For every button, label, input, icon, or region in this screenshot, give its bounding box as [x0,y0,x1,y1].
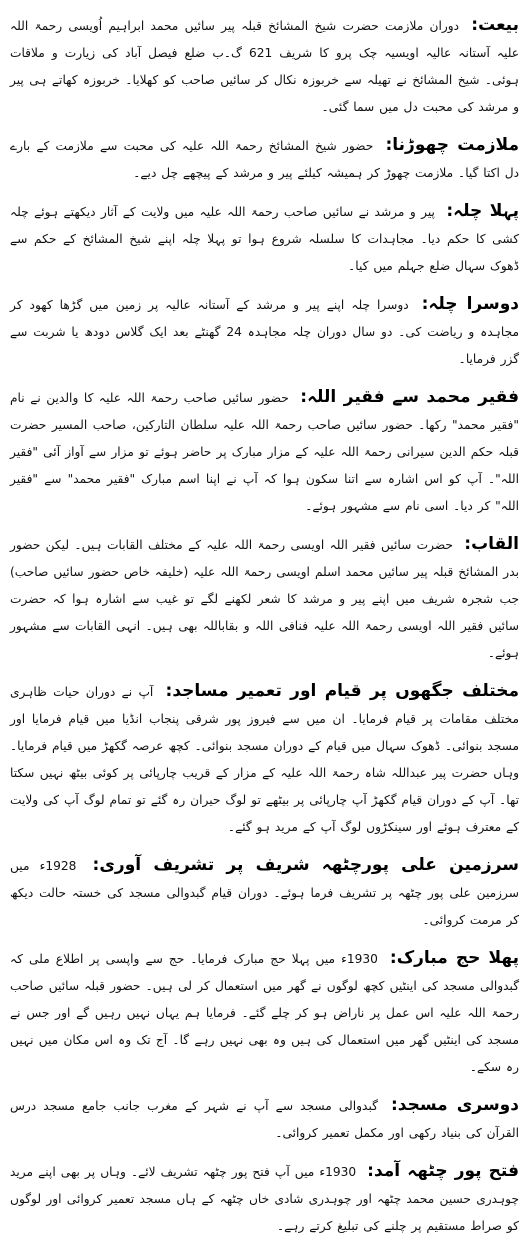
section-first-chilla [10,198,519,280]
section-text: 1930ء میں آپ فتح پور چٹھہ تشریف لائے۔ وہاں پر بھی اپنے مرید چوہدری حسین محمد چٹھہ اور چوہدری شادی خاں چٹھہ کے ہاں مسجد تعمیر کروائی اور لوگوں کو صراط مستقیم پر چلنے کی تبلیغ کرتے رہے۔ [10,1165,519,1233]
section-heading: پهلا حج مبارک: [389,948,519,968]
section-arrival-alipur [10,852,519,934]
section-text: 1930ء میں پہلا حج مبارک فرمایا۔ حج سے واپسی پر اطلاع ملی کہ گبدوالی مسجد کی اینٹیں کچھ لوگوں نے گھر میں استعمال کر لی ہیں۔ حضور قبلہ سائیں صاحب رحمۃ اللہ علیہ اس عمل پر ناراض ہو کر چلے گئے۔ فرمایا ہم یہاں نہیں رہیں گے اور جس نے مسجد کی اینٹیں گھر میں استعمال کی ہیں وہ بھی نہیں رہے گا۔ آج تک وہ اس مکان میں نہیں رہ سکے۔ [10,952,519,1074]
section-heading: پہلا چلہ: [446,201,519,221]
section-stays-and-mosques [10,678,519,841]
section-heading: مختلف جگهوں پر قیام اور تعمیر مساجد: [165,681,519,701]
section-second-mosque [10,1092,519,1147]
section-text: حضرت سائیں فقیر اللہ اویسی رحمۃ اللہ علیہ کے مختلف القابات ہیں۔ لیکن حضور بدر المشائخ قبلہ پیر سائیں محمد اسلم اویسی رحمۃ اللہ علیہ (خلیفہ خاص حضور سائیں صاحب) جب شجرہ شریف میں اپنے پیر و مرشد کا شعر لکھنے لگے تو غیب سے اشارہ ہوا کہ حضرت سائیں فقیر اللہ اویسی رحمۃ اللہ علیہ فنافی اللہ و بقاباللہ بھی ہیں۔ انہی القابات سے مشہور ہوئے۔ [10,538,519,660]
section-heading: دوسرا چلہ: [421,294,519,314]
section-text: پیر و مرشد نے سائیں صاحب رحمۃ اللہ علیہ میں ولایت کے آثار دیکھتے ہوئے چلہ کشی کا حکم دیا۔ مجاہدات کا سلسلہ شروع ہوا تو پہلا چلہ اپنے شیخ المشائخ کے حکم سے ڈھوک سہال ضلع جہلم میں کیا۔ [10,205,519,273]
section-text: 1928ء میں سرزمین علی پور چٹھہ پر تشریف فرما ہوئے۔ دوران قیام گبدوالی مسجد کی خستہ حالت دیکھ کر مرمت کروائی۔ [10,859,519,927]
section-heading: فتح پور چٹهہ آمد: [367,1161,519,1181]
section-name-change [10,384,519,520]
section-heading: دوسری مسجد: [390,1095,519,1115]
section-text: دوسرا چلہ اپنے پیر و مرشد کے آستانہ عالیہ پر زمین میں گڑھا کھود کر مجاہدہ و ریاضت کی۔ دو سال دوران چلہ مجاہدہ 24 گھنٹے بعد ایک گلاس دودھ یا شربت سے گزر فرمایا۔ [10,298,519,366]
section-bait [10,12,519,121]
section-text: آپ نے دوران حیات ظاہری مختلف مقامات پر قیام فرمایا۔ ان میں سے فیروز پور شرقی پنجاب انڈیا میں قیام فرمایا اور مسجد بنوائی۔ ڈھوک سہال میں قیام کے دوران مسجد بنوائی۔ کچھ عرصہ گکھڑ میں قیام فرمایا۔ وہاں حضرت پیر عبداللہ شاہ رحمۃ اللہ علیہ کے مزار کے قریب چارپائی پر کوئی بیٹھ نہیں سکتا تھا۔ آپ کے دوران قیام گکھڑ آپ چارپائی پر بیٹھے تو لوگ حیران رہ گئے تو تمام لوگ آپ کی ولایت کے معترف ہوئے اور سینکڑوں لوگ آپ کے مرید ہو گئے۔ [10,685,519,834]
section-titles [10,531,519,667]
section-text: گبدوالی مسجد سے آپ نے شہر کے مغرب جانب جامع مسجد درس القرآن کی بنیاد رکھی اور مکمل تعمیر کروائی۔ [10,1099,519,1140]
section-leaving-job [10,132,519,187]
section-heading: ملازمت چھوڑنا: [385,135,519,155]
section-heading: سرزمین علی پورچٹھہ شریف پر تشریف آوری: [92,855,519,875]
section-first-hajj [10,945,519,1081]
section-text: دوران ملازمت حضرت شیخ المشائخ قبلہ پیر سائیں محمد ابراہیم اُویسی رحمۃ اللہ علیہ آستانہ عالیہ اویسیہ چک پرو کا شریف 621 گ۔ب ضلع فیصل آباد کی زیارت و ملاقات ہوئی۔ شیخ المشائخ نے تھیلہ سے خربوزہ نکال کر سائیں صاحب کو کھلایا۔ خربوزہ کھاتے ہی پیر و مرشد کی محبت دل میں سما گئی۔ [10,19,519,114]
section-heading: القاب: [464,534,519,554]
section-fatehpur-arrival [10,1158,519,1240]
section-heading: بیعت: [471,15,519,35]
section-text: حضور سائیں صاحب رحمۃ اللہ علیہ کا والدین نے نام "فقیر محمد" رکھا۔ حضور سائیں صاحب رحمۃ اللہ علیہ سلطان التارکین، صاحب المسیر حضرت قبلہ حکم الدین سیرانی رحمۃ اللہ علیہ کے مزار مبارک پر حاضر ہوئے تو مزار سے آواز آئی "فقیر اللہ"۔ آپ کو اس اشارہ سے اتنا سکون ہوا کہ آپ نے اپنا اسم مبارک "فقیر محمد" سے "فقیر اللہ" کر دیا۔ اسی نام سے مشہور ہوئے۔ [10,391,519,513]
section-second-chilla [10,291,519,373]
section-text: حضور شیخ المشائخ رحمۃ اللہ علیہ کی محبت سے ملازمت کے بارے دل اکتا گیا۔ ملازمت چھوڑ کر ہمیشہ کیلئے پیر و مرشد کے پیچھے چل دیے۔ [10,139,519,180]
section-heading: فقیر محمد سے فقیر اللہ: [300,387,519,407]
